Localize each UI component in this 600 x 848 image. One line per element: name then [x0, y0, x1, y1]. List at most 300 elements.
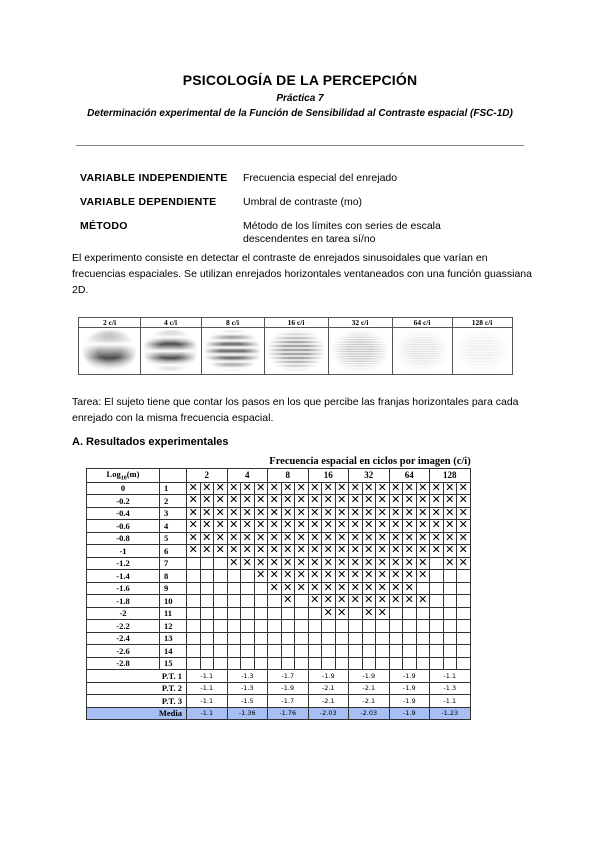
mark-x: ✕ [416, 557, 430, 570]
empty-cell [214, 607, 228, 620]
mark-x: ✕ [376, 507, 390, 520]
table-row [87, 620, 471, 633]
log-value: -0.2 [87, 495, 160, 508]
empty-cell [322, 620, 336, 633]
table-row [87, 482, 471, 495]
empty-cell [281, 620, 295, 633]
mark-x: ✕ [227, 482, 241, 495]
mark-x: ✕ [281, 557, 295, 570]
mark-x: ✕ [214, 495, 228, 508]
empty-cell [335, 620, 349, 633]
frequency-header: 2 [187, 469, 228, 483]
empty-cell [214, 595, 228, 608]
threshold-value: -2.1 [349, 682, 390, 695]
mark-x: ✕ [389, 595, 403, 608]
row-index: 6 [160, 545, 187, 558]
empty-cell [362, 645, 376, 658]
mark-x: ✕ [322, 482, 336, 495]
threshold-row [87, 670, 471, 683]
empty-cell [416, 582, 430, 595]
empty-cell [268, 632, 282, 645]
empty-cell [403, 632, 417, 645]
mark-x: ✕ [376, 557, 390, 570]
empty-cell [430, 570, 444, 583]
mark-x: ✕ [295, 545, 309, 558]
empty-cell [254, 632, 268, 645]
mark-x: ✕ [214, 532, 228, 545]
stimulus-grating [268, 330, 324, 371]
table-row [87, 645, 471, 658]
mark-x: ✕ [457, 557, 471, 570]
threshold-value: -1.9 [389, 682, 430, 695]
mark-x: ✕ [254, 557, 268, 570]
mark-x: ✕ [227, 520, 241, 533]
mark-x: ✕ [362, 520, 376, 533]
mark-x: ✕ [241, 520, 255, 533]
mark-x: ✕ [322, 607, 336, 620]
empty-cell [281, 645, 295, 658]
mark-x: ✕ [389, 495, 403, 508]
empty-cell [443, 645, 457, 658]
row-index: 15 [160, 657, 187, 670]
threshold-value: -2.03 [349, 707, 390, 720]
stimulus-grating [83, 330, 136, 371]
table-row [87, 570, 471, 583]
threshold-value: -1.1 [187, 695, 228, 708]
mark-x: ✕ [308, 482, 322, 495]
mark-x: ✕ [349, 545, 363, 558]
row-index: 7 [160, 557, 187, 570]
threshold-value: -1.9 [389, 707, 430, 720]
stimulus-grating [205, 330, 260, 371]
empty-cell [227, 657, 241, 670]
threshold-row [87, 682, 471, 695]
stimulus-6 [392, 318, 453, 374]
mark-x: ✕ [362, 532, 376, 545]
empty-cell [200, 607, 214, 620]
empty-cell [295, 595, 309, 608]
mark-x: ✕ [376, 570, 390, 583]
mark-x: ✕ [322, 582, 336, 595]
empty-cell [308, 632, 322, 645]
empty-cell [389, 657, 403, 670]
empty-cell [430, 607, 444, 620]
threshold-value: -1.3 [430, 682, 471, 695]
empty-cell [322, 632, 336, 645]
row-index: 4 [160, 520, 187, 533]
mark-x: ✕ [268, 495, 282, 508]
frequency-header: 4 [227, 469, 268, 483]
row-index: 14 [160, 645, 187, 658]
mark-x: ✕ [349, 520, 363, 533]
mark-x: ✕ [308, 582, 322, 595]
empty-cell [443, 582, 457, 595]
mark-x: ✕ [376, 532, 390, 545]
empty-cell [443, 595, 457, 608]
mark-x: ✕ [308, 545, 322, 558]
mark-x: ✕ [295, 570, 309, 583]
empty-cell [457, 620, 471, 633]
empty-cell [268, 645, 282, 658]
threshold-value: -1.7 [268, 695, 309, 708]
mark-x: ✕ [362, 607, 376, 620]
log-value: -2.4 [87, 632, 160, 645]
empty-cell [430, 557, 444, 570]
empty-cell [214, 570, 228, 583]
row-index: 13 [160, 632, 187, 645]
empty-cell [295, 607, 309, 620]
mark-x: ✕ [389, 507, 403, 520]
log-value: -2.6 [87, 645, 160, 658]
empty-cell [200, 582, 214, 595]
mark-x: ✕ [335, 545, 349, 558]
empty-cell [308, 645, 322, 658]
mark-x: ✕ [227, 495, 241, 508]
threshold-value: -1.9 [389, 695, 430, 708]
table-row [87, 495, 471, 508]
empty-cell [187, 657, 201, 670]
empty-cell [295, 657, 309, 670]
mark-x: ✕ [416, 507, 430, 520]
empty-cell [443, 570, 457, 583]
mark-x: ✕ [430, 507, 444, 520]
empty-cell [241, 645, 255, 658]
mark-x: ✕ [281, 545, 295, 558]
mark-x: ✕ [376, 482, 390, 495]
table-row [87, 595, 471, 608]
mark-x: ✕ [281, 570, 295, 583]
mark-x: ✕ [416, 595, 430, 608]
variable-value: Método de los límites con series de escala descendentes en tarea sí/no [243, 220, 441, 245]
index-header [160, 469, 187, 483]
mark-x: ✕ [308, 532, 322, 545]
mark-x: ✕ [268, 582, 282, 595]
mark-x: ✕ [416, 482, 430, 495]
mark-x: ✕ [254, 545, 268, 558]
summary-label: P.T. 1 [87, 670, 187, 683]
empty-cell [187, 645, 201, 658]
summary-label: P.T. 3 [87, 695, 187, 708]
empty-cell [403, 620, 417, 633]
mark-x: ✕ [349, 482, 363, 495]
stimulus-label: 16 c/i [264, 318, 328, 328]
mark-x: ✕ [376, 595, 390, 608]
mark-x: ✕ [349, 495, 363, 508]
log-value: -1.2 [87, 557, 160, 570]
threshold-value: -1.36 [227, 707, 268, 720]
empty-cell [362, 620, 376, 633]
mark-x: ✕ [295, 507, 309, 520]
mark-x: ✕ [241, 532, 255, 545]
mark-x: ✕ [200, 532, 214, 545]
frequency-header: 16 [308, 469, 349, 483]
mark-x: ✕ [362, 557, 376, 570]
log-value: -1.4 [87, 570, 160, 583]
mark-x: ✕ [403, 570, 417, 583]
mark-x: ✕ [281, 507, 295, 520]
empty-cell [187, 595, 201, 608]
stimulus-7 [452, 318, 512, 374]
empty-cell [308, 657, 322, 670]
empty-cell [457, 595, 471, 608]
mark-x: ✕ [227, 507, 241, 520]
mark-x: ✕ [322, 557, 336, 570]
summary-label: Media [87, 707, 187, 720]
log-value: -0.8 [87, 532, 160, 545]
results-table [86, 456, 514, 732]
empty-cell [403, 607, 417, 620]
mark-x: ✕ [335, 607, 349, 620]
table-row [87, 520, 471, 533]
mark-x: ✕ [403, 495, 417, 508]
empty-cell [430, 620, 444, 633]
empty-cell [241, 632, 255, 645]
mark-x: ✕ [349, 582, 363, 595]
mark-x: ✕ [430, 545, 444, 558]
empty-cell [254, 595, 268, 608]
log-value: -2.8 [87, 657, 160, 670]
mark-x: ✕ [295, 482, 309, 495]
mark-x: ✕ [403, 482, 417, 495]
mark-x: ✕ [443, 520, 457, 533]
threshold-value: -2.1 [308, 695, 349, 708]
stimulus-label: 64 c/i [392, 318, 452, 328]
mark-x: ✕ [362, 570, 376, 583]
mark-x: ✕ [416, 532, 430, 545]
stimulus-grating [396, 330, 448, 371]
section-heading: A. Resultados experimentales [72, 436, 229, 448]
frequency-header: 64 [389, 469, 430, 483]
empty-cell [416, 620, 430, 633]
empty-cell [295, 620, 309, 633]
mark-x: ✕ [241, 507, 255, 520]
threshold-value: -1.1 [187, 670, 228, 683]
mark-x: ✕ [457, 482, 471, 495]
empty-cell [254, 607, 268, 620]
log-value: -2 [87, 607, 160, 620]
threshold-value: -1.7 [268, 670, 309, 683]
threshold-value: -1.3 [227, 682, 268, 695]
empty-cell [281, 607, 295, 620]
stimulus-grating [144, 330, 197, 371]
mark-x: ✕ [443, 557, 457, 570]
mark-x: ✕ [389, 545, 403, 558]
mark-x: ✕ [308, 570, 322, 583]
empty-cell [349, 620, 363, 633]
empty-cell [200, 645, 214, 658]
mark-x: ✕ [268, 532, 282, 545]
mark-x: ✕ [308, 595, 322, 608]
threshold-value: -1.1 [430, 670, 471, 683]
mark-x: ✕ [254, 495, 268, 508]
empty-cell [187, 570, 201, 583]
empty-cell [241, 582, 255, 595]
empty-cell [214, 557, 228, 570]
mark-x: ✕ [335, 570, 349, 583]
mark-x: ✕ [443, 545, 457, 558]
empty-cell [295, 645, 309, 658]
empty-cell [308, 620, 322, 633]
mark-x: ✕ [457, 545, 471, 558]
empty-cell [362, 632, 376, 645]
mark-x: ✕ [362, 495, 376, 508]
mark-x: ✕ [187, 520, 201, 533]
mark-x: ✕ [362, 582, 376, 595]
empty-cell [268, 657, 282, 670]
empty-cell [430, 657, 444, 670]
mark-x: ✕ [241, 557, 255, 570]
mark-x: ✕ [335, 582, 349, 595]
empty-cell [376, 657, 390, 670]
mark-x: ✕ [295, 495, 309, 508]
mark-x: ✕ [443, 507, 457, 520]
mark-x: ✕ [443, 495, 457, 508]
mark-x: ✕ [268, 570, 282, 583]
mark-x: ✕ [254, 507, 268, 520]
threshold-row [87, 695, 471, 708]
mark-x: ✕ [416, 495, 430, 508]
mark-x: ✕ [362, 507, 376, 520]
stimuli-strip [78, 317, 513, 375]
threshold-value: -1.9 [268, 682, 309, 695]
empty-cell [295, 632, 309, 645]
practice-subtitle: Determinación experimental de la Función de Sensibilidad al Contraste espacial (FSC-1D) [87, 108, 513, 119]
mark-x: ✕ [241, 482, 255, 495]
empty-cell [241, 570, 255, 583]
mark-x: ✕ [403, 520, 417, 533]
row-index: 5 [160, 532, 187, 545]
mark-x: ✕ [349, 595, 363, 608]
mark-x: ✕ [281, 495, 295, 508]
variable-value: Frecuencia especial del enrejado [243, 172, 398, 184]
mark-x: ✕ [335, 495, 349, 508]
mark-x: ✕ [214, 545, 228, 558]
mark-x: ✕ [200, 507, 214, 520]
mark-x: ✕ [187, 507, 201, 520]
mark-x: ✕ [457, 507, 471, 520]
mark-x: ✕ [322, 570, 336, 583]
empty-cell [200, 557, 214, 570]
empty-cell [430, 632, 444, 645]
stimulus-label: 8 c/i [201, 318, 264, 328]
empty-cell [227, 620, 241, 633]
empty-cell [389, 632, 403, 645]
log-value: -1.6 [87, 582, 160, 595]
empty-cell [281, 632, 295, 645]
empty-cell [335, 657, 349, 670]
stimulus-label: 128 c/i [452, 318, 512, 328]
mark-x: ✕ [322, 520, 336, 533]
mark-x: ✕ [335, 507, 349, 520]
empty-cell [227, 645, 241, 658]
empty-cell [430, 582, 444, 595]
mark-x: ✕ [443, 482, 457, 495]
table-row [87, 507, 471, 520]
table-row [87, 545, 471, 558]
mark-x: ✕ [389, 557, 403, 570]
mark-x: ✕ [430, 532, 444, 545]
row-index: 11 [160, 607, 187, 620]
empty-cell [416, 645, 430, 658]
mark-x: ✕ [268, 557, 282, 570]
row-index: 1 [160, 482, 187, 495]
empty-cell [187, 632, 201, 645]
mark-x: ✕ [389, 570, 403, 583]
empty-cell [254, 657, 268, 670]
mark-x: ✕ [403, 545, 417, 558]
results-grid [86, 468, 471, 720]
empty-cell [227, 632, 241, 645]
stimulus-label: 2 c/i [79, 318, 140, 328]
threshold-value: -1.1 [187, 682, 228, 695]
empty-cell [214, 657, 228, 670]
empty-cell [200, 570, 214, 583]
mark-x: ✕ [416, 545, 430, 558]
mark-x: ✕ [349, 507, 363, 520]
empty-cell [241, 657, 255, 670]
mark-x: ✕ [389, 532, 403, 545]
mean-row [87, 707, 471, 720]
mark-x: ✕ [254, 570, 268, 583]
stimulus-5 [328, 318, 393, 374]
threshold-value: -1.9 [389, 670, 430, 683]
threshold-value: -2.1 [349, 695, 390, 708]
empty-cell [187, 620, 201, 633]
mark-x: ✕ [403, 532, 417, 545]
intro-paragraph: El experimento consiste en detectar el contraste de enrejados sinusoidales que varían en frecuencias espaciales. Se utilizan enrejados horizontales ventaneados con una función guassiana 2D. [72, 252, 532, 296]
mark-x: ✕ [200, 520, 214, 533]
mark-x: ✕ [308, 520, 322, 533]
empty-cell [200, 595, 214, 608]
empty-cell [457, 645, 471, 658]
results-table-title: Frecuencia espacial en ciclos por imagen (c/i) [269, 456, 471, 467]
mark-x: ✕ [227, 557, 241, 570]
empty-cell [214, 645, 228, 658]
mark-x: ✕ [403, 582, 417, 595]
threshold-value: -1.1 [430, 695, 471, 708]
mark-x: ✕ [362, 595, 376, 608]
mark-x: ✕ [268, 482, 282, 495]
mark-x: ✕ [335, 595, 349, 608]
empty-cell [457, 570, 471, 583]
mark-x: ✕ [214, 507, 228, 520]
empty-cell [457, 607, 471, 620]
mark-x: ✕ [281, 582, 295, 595]
threshold-value: -2.1 [308, 682, 349, 695]
empty-cell [376, 632, 390, 645]
empty-cell [389, 645, 403, 658]
empty-cell [200, 657, 214, 670]
mark-x: ✕ [295, 520, 309, 533]
empty-cell [254, 620, 268, 633]
empty-cell [443, 607, 457, 620]
mark-x: ✕ [214, 482, 228, 495]
empty-cell [376, 620, 390, 633]
summary-label: P.T. 2 [87, 682, 187, 695]
threshold-value: -1.9 [349, 670, 390, 683]
table-row [87, 607, 471, 620]
mark-x: ✕ [308, 557, 322, 570]
mark-x: ✕ [457, 520, 471, 533]
row-index: 9 [160, 582, 187, 595]
row-index: 3 [160, 507, 187, 520]
empty-cell [349, 607, 363, 620]
empty-cell [281, 657, 295, 670]
row-index: 10 [160, 595, 187, 608]
mark-x: ✕ [187, 482, 201, 495]
mark-x: ✕ [200, 495, 214, 508]
stimulus-2 [140, 318, 202, 374]
